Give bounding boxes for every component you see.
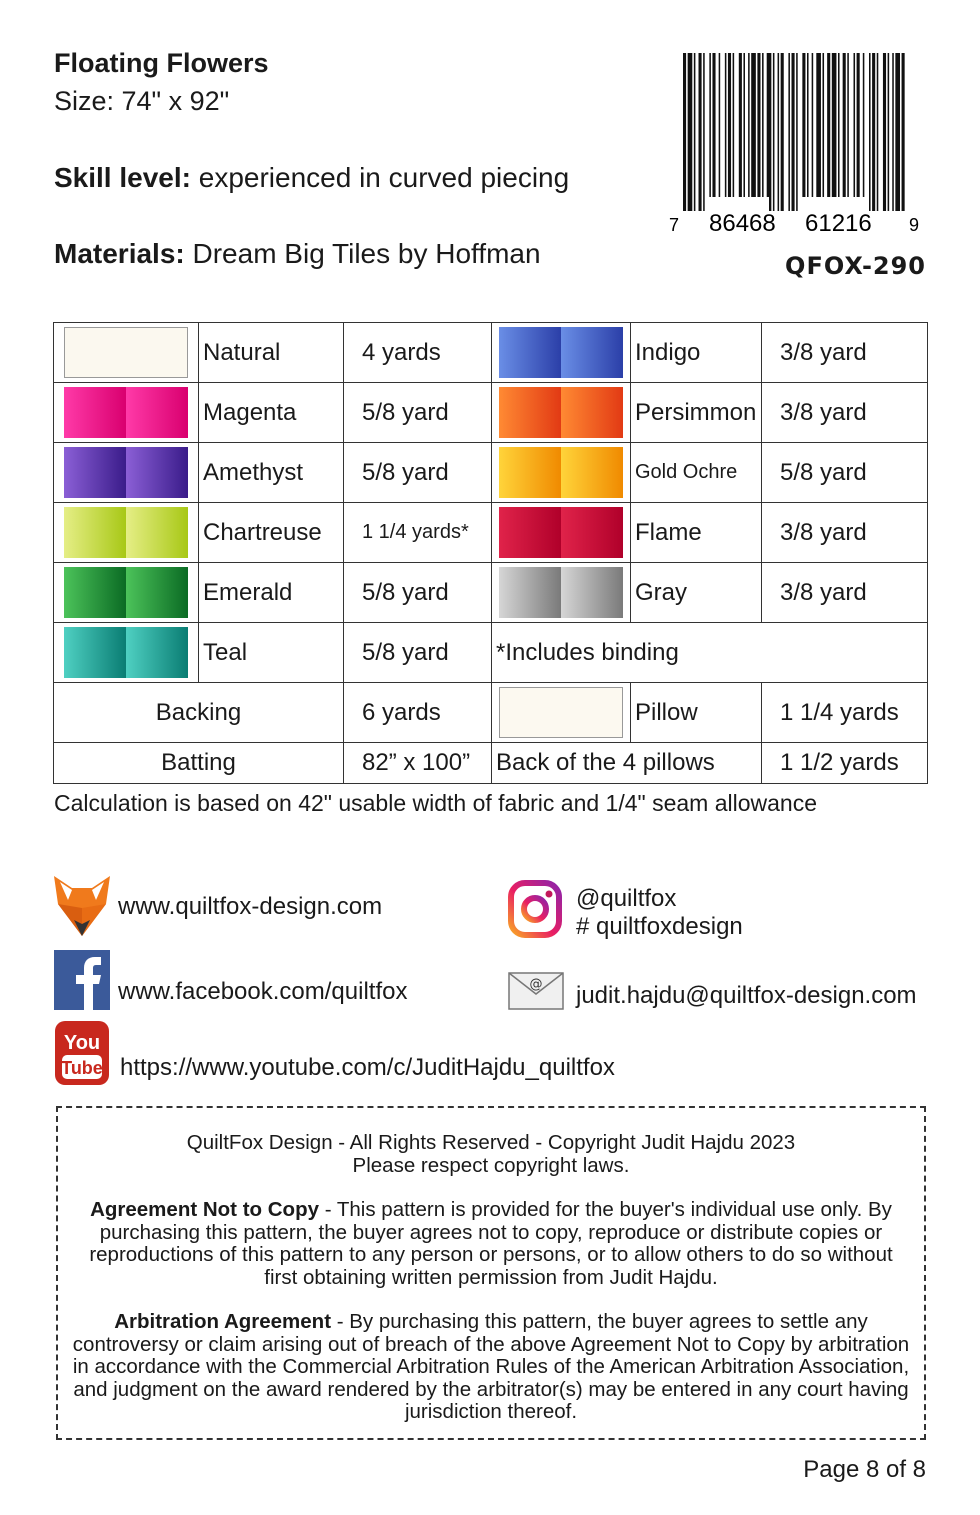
fabric-name: Flame	[631, 503, 762, 563]
fabric-swatch	[64, 447, 188, 498]
barcode-bar	[823, 53, 825, 211]
barcode-bar	[703, 53, 705, 211]
back-pillows-label: Back of the 4 pillows	[492, 743, 762, 784]
fabric-name: Natural	[199, 323, 344, 383]
backing-amount: 6 yards	[344, 683, 492, 743]
copyright-line-2: Please respect copyright laws.	[352, 1153, 630, 1177]
barcode-bar	[709, 53, 711, 211]
svg-text:@: @	[529, 977, 543, 992]
fabric-amount: 5/8 yard	[344, 383, 492, 443]
barcode-bar	[694, 53, 696, 211]
page-number: Page 8 of 8	[803, 1456, 926, 1483]
barcode-bar	[725, 53, 727, 211]
barcode-bar	[751, 53, 756, 211]
fabric-swatch	[499, 567, 623, 618]
fabric-requirements-table	[53, 322, 928, 784]
barcode-bar	[757, 53, 760, 211]
calculation-note: Calculation is based on 42" usable width of fabric and 1/4" seam allowance	[54, 790, 818, 816]
fabric-swatch	[64, 507, 188, 558]
barcode-bar	[767, 53, 772, 211]
envelope-icon	[508, 972, 564, 1010]
instagram-hashtag: # quiltfoxdesign	[576, 913, 743, 940]
barcode-bar	[863, 53, 865, 211]
barcode-group-1: 86468	[709, 210, 776, 237]
skill-level-label: Skill level:	[54, 162, 191, 193]
fabric-name: Magenta	[199, 383, 344, 443]
skill-level	[54, 162, 569, 194]
fabric-amount: 3/8 yard	[762, 383, 928, 443]
fabric-swatch	[499, 447, 623, 498]
barcode-digit-right: 9	[909, 215, 920, 235]
backing-label: Backing	[54, 683, 344, 743]
barcode-bar	[781, 53, 784, 211]
batting-amount: 82” x 100”	[344, 743, 492, 784]
fabric-swatch-cell	[54, 563, 199, 623]
fabric-amount: 5/8 yard	[344, 623, 492, 683]
barcode-bar	[773, 53, 775, 211]
barcode	[669, 53, 920, 237]
barcode-bar	[895, 53, 900, 211]
email-link[interactable]: judit.hajdu@quiltfox-design.com	[576, 982, 917, 1009]
barcode-group-2: 61216	[805, 210, 872, 237]
youtube-icon	[55, 1021, 109, 1085]
fabric-amount: 1 1/4 yards*	[344, 503, 492, 563]
fabric-swatch-cell	[492, 323, 631, 383]
fabric-name: Gray	[631, 563, 762, 623]
fabric-amount: 3/8 yard	[762, 503, 928, 563]
fabric-swatch	[64, 627, 188, 678]
barcode-bar	[699, 53, 702, 211]
table-row	[54, 743, 928, 784]
table-row	[54, 683, 928, 743]
barcode-bar	[892, 53, 894, 211]
barcode-bar	[843, 53, 846, 211]
barcode-bar	[807, 53, 809, 211]
fabric-swatch	[499, 387, 623, 438]
agreement-not-to-copy	[72, 1199, 910, 1289]
fabric-name: Persimmon	[631, 383, 762, 443]
back-pillows-amount: 1 1/2 yards	[762, 743, 928, 784]
barcode-bar	[719, 53, 721, 211]
barcode-bar	[683, 53, 686, 211]
fabric-swatch-cell	[54, 383, 199, 443]
barcode-bar	[854, 53, 856, 211]
pillow-label: Pillow	[631, 683, 762, 743]
arbitration-agreement	[72, 1311, 910, 1424]
arbitration-text: - By purchasing this pattern, the buyer agrees to settle any controversy or claim arising out of breach of the above Agreement Not to Copy by arbitration in accordance with the Commercial Arbitration Rules of the American Arbitration Association, and judgment on the award rendered by the arbitrator(s) may be entered in any court having jurisdiction thereof.	[72, 1310, 910, 1423]
barcode-bar	[712, 53, 715, 211]
fabric-swatch	[64, 387, 188, 438]
barcode-bar	[743, 53, 745, 211]
fabric-swatch	[64, 567, 188, 618]
materials-value: Dream Big Tiles by Hoffman	[184, 238, 541, 269]
barcode-bar	[762, 53, 764, 211]
barcode-bar	[902, 53, 905, 211]
barcode-bar	[877, 53, 879, 211]
barcode-bar	[872, 53, 875, 211]
fabric-name: Indigo	[631, 323, 762, 383]
pillow-amount: 1 1/4 yards	[762, 683, 928, 743]
barcode-bar	[802, 53, 805, 211]
fabric-swatch-cell	[54, 323, 199, 383]
legal-notice	[56, 1106, 926, 1440]
facebook-icon	[54, 950, 110, 1010]
barcode-bar	[792, 53, 795, 211]
youtube-link[interactable]: https://www.youtube.com/c/JuditHajdu_quiltfox	[120, 1054, 615, 1081]
fabric-name: Teal	[199, 623, 344, 683]
pillow-swatch	[499, 687, 623, 738]
fabric-swatch	[499, 507, 623, 558]
barcode-bar	[857, 53, 860, 211]
fabric-amount: 5/8 yard	[344, 563, 492, 623]
fabric-swatch-cell	[54, 623, 199, 683]
fabric-swatch	[499, 327, 623, 378]
barcode-bar	[827, 53, 830, 211]
fabric-name: Gold Ochre	[631, 443, 762, 503]
quilt-size: Size: 74" x 92"	[54, 86, 230, 116]
fabric-swatch	[64, 327, 188, 378]
table-row	[54, 623, 928, 683]
materials	[54, 238, 541, 270]
fabric-swatch-cell	[492, 503, 631, 563]
table-row	[54, 443, 928, 503]
barcode-bar	[748, 53, 750, 211]
arbitration-title: Arbitration Agreement	[114, 1310, 332, 1333]
table-row	[54, 383, 928, 443]
fabric-amount: 3/8 yard	[762, 323, 928, 383]
svg-text:Tube: Tube	[61, 1058, 103, 1078]
agreement-title: Agreement Not to Copy	[90, 1198, 320, 1221]
fabric-amount: 5/8 yard	[344, 443, 492, 503]
fabric-swatch-cell	[54, 443, 199, 503]
agreement-text: - This pattern is provided for the buyer's individual use only. By purchasing this pattern, the buyer agrees not to copy, reproduce or distribute copies or reproductions of this pattern to any person or persons, or to allow others to do so without first obtaining written permission from Judit Hajdu.	[89, 1198, 893, 1289]
fabric-name: Chartreuse	[199, 503, 344, 563]
barcode-bar	[688, 53, 693, 211]
barcode-bar	[812, 53, 814, 211]
barcode-bar	[888, 53, 890, 211]
pattern-title: Floating Flowers	[54, 48, 269, 78]
barcode-bar	[816, 53, 821, 211]
fabric-amount: 5/8 yard	[762, 443, 928, 503]
fabric-name: Emerald	[199, 563, 344, 623]
fabric-swatch-cell	[492, 563, 631, 623]
barcode-bar	[832, 53, 837, 211]
instagram-handle[interactable]: @quiltfox	[576, 885, 677, 912]
table-row	[54, 503, 928, 563]
pillow-swatch-cell	[492, 683, 631, 743]
barcode-bar	[778, 53, 780, 211]
instagram-icon	[508, 880, 562, 938]
facebook-link[interactable]: www.facebook.com/quiltfox	[118, 978, 408, 1005]
barcode-bar	[847, 53, 849, 211]
copyright-notice	[72, 1132, 910, 1177]
barcode-bar	[838, 53, 840, 211]
fabric-amount: 4 yards	[344, 323, 492, 383]
barcode-bar	[728, 53, 731, 211]
barcode-bar	[869, 53, 871, 211]
barcode-bar	[788, 53, 790, 211]
fabric-swatch-cell	[492, 443, 631, 503]
website-link[interactable]: www.quiltfox-design.com	[118, 893, 383, 920]
batting-label: Batting	[54, 743, 344, 784]
barcode-bar	[733, 53, 735, 211]
barcode-bar	[883, 53, 886, 211]
barcode-digit-left: 7	[669, 215, 680, 235]
product-code: QFOX-290	[785, 252, 926, 280]
barcode-bar	[796, 53, 798, 211]
copyright-line-1: QuiltFox Design - All Rights Reserved - Copyright Judit Hajdu 2023	[186, 1131, 796, 1154]
skill-level-value: experienced in curved piecing	[190, 162, 570, 193]
barcode-bar	[739, 53, 742, 211]
materials-label: Materials:	[54, 238, 185, 269]
fabric-swatch-cell	[492, 383, 631, 443]
fox-logo-icon	[54, 876, 110, 936]
fabric-swatch-cell	[54, 503, 199, 563]
binding-note: *Includes binding	[492, 623, 928, 683]
fabric-amount: 3/8 yard	[762, 563, 928, 623]
table-row	[54, 563, 928, 623]
fabric-name: Amethyst	[199, 443, 344, 503]
svg-text:You: You	[63, 1032, 101, 1054]
table-row	[54, 323, 928, 383]
